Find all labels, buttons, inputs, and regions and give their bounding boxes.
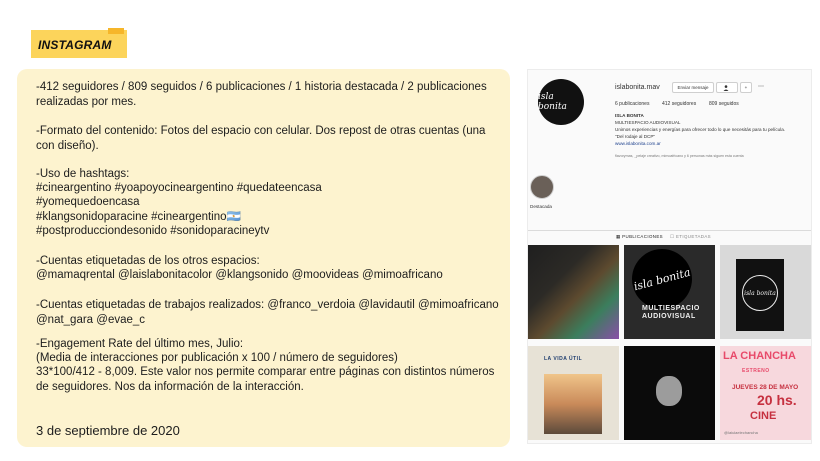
- post-card: [736, 259, 784, 331]
- send-message-button[interactable]: Enviar mensaje: [672, 82, 714, 93]
- tab-tagged[interactable]: ☐ ETIQUETADAS: [670, 234, 712, 239]
- notes-panel: [17, 69, 510, 447]
- tabs-divider: [528, 230, 811, 231]
- post-artwork: [544, 374, 602, 434]
- post-thumbnail[interactable]: [720, 245, 811, 339]
- person-check-icon: [723, 85, 731, 91]
- highlight-label: Destacada: [530, 204, 552, 209]
- post-caption: LA VIDA ÚTIL: [544, 356, 583, 362]
- more-button[interactable]: +: [740, 82, 752, 93]
- post-footer: @laiulaelechancha: [724, 430, 758, 435]
- section-title: INSTAGRAM: [38, 38, 112, 52]
- tag-corner: [108, 28, 124, 34]
- profile-avatar[interactable]: isla bonita: [538, 79, 584, 125]
- post-portrait: [656, 376, 682, 406]
- post-thumbnail[interactable]: [624, 245, 715, 339]
- post-thumbnail[interactable]: [528, 245, 619, 339]
- followers-count[interactable]: 412 seguidores: [662, 101, 697, 107]
- ellipsis-icon[interactable]: ⋯: [758, 84, 764, 90]
- report-date: 3 de septiembre de 2020: [36, 423, 180, 438]
- notes-engagement-formula: (Media de interacciones por publicación x 100 / número de seguidores): [36, 352, 398, 364]
- post-caption: MULTIESPACIO AUDIOVISUAL: [642, 305, 700, 320]
- profile-bio-2: "Del rodaje al DCP": [615, 134, 656, 139]
- profile-bio-1: Unimos experiencias y energías para ofrecer todo lo que necesitás para tu película.: [615, 127, 786, 132]
- notes-hashtags-2: #yomequedoencasa: [36, 196, 140, 208]
- following-count[interactable]: 809 seguidos: [709, 101, 739, 107]
- instagram-profile-screenshot: [527, 69, 812, 444]
- post-title: LA CHANCHA: [723, 350, 796, 362]
- notes-engagement-title: -Engagement Rate del último mes, Julio:: [36, 338, 244, 350]
- highlight-circle[interactable]: [530, 175, 554, 199]
- notes-hashtags-title: -Uso de hashtags:: [36, 168, 130, 180]
- profile-username: islabonita.mav: [615, 84, 660, 91]
- post-logo: isla bonita: [625, 245, 698, 316]
- post-subtitle: ESTRENO: [742, 368, 770, 374]
- post-logo: isla bonita: [742, 275, 778, 311]
- notes-format: -Formato del contenido: Fotos del espacio con celular. Dos repost de otras cuentas (una con diseño).: [36, 125, 486, 152]
- posts-count: 6 publicaciones: [615, 101, 650, 107]
- notes-tagged-spaces-title: -Cuentas etiquetadas de los otros espacios:: [36, 255, 260, 267]
- notes-hashtags-4: #postproducciondesonido #sonidoparacineytv: [36, 225, 270, 237]
- follow-status-button[interactable]: [716, 82, 738, 93]
- post-cine: CINE: [750, 410, 777, 422]
- post-date: JUEVES 28 DE MAYO: [732, 384, 799, 391]
- post-time: 20 hs.: [757, 392, 797, 408]
- profile-category: MULTIESPACIO AUDIOVISUAL: [615, 120, 681, 125]
- tab-posts[interactable]: ▦ PUBLICACIONES: [616, 234, 663, 239]
- notes-hashtags-1: #cineargentino #yoapoyocineargentino #quedateencasa: [36, 182, 322, 194]
- profile-website-link[interactable]: www.islabonita.com.ar: [615, 141, 661, 146]
- notes-tagged-spaces: @mamaqrental @laislabonitacolor @klangsonido @moovideas @mimoafricano: [36, 269, 443, 281]
- notes-stats: -412 seguidores / 809 seguidos / 6 publicaciones / 1 historia destacada / 2 publicaciones realizadas por mes.: [36, 81, 487, 108]
- post-thumbnail[interactable]: [528, 346, 619, 440]
- notes-tagged-works: -Cuentas etiquetadas de trabajos realizados: @franco_verdoia @lavidautil @mimoafricano @nat_gara @evae_c: [36, 299, 499, 326]
- post-thumbnail[interactable]: [720, 346, 811, 440]
- notes-hashtags-3: #klangsonidoparacine #cineargentino🇦🇷: [36, 211, 241, 223]
- post-thumbnail[interactable]: [624, 346, 715, 440]
- profile-name: ISLA BONITA: [615, 113, 644, 118]
- followed-by[interactable]: flavorymas, _pelaje creativo, mimoafricano y 6 personas más siguen esta cuenta: [615, 154, 744, 158]
- notes-engagement-calc: 33*100/412 - 8,009. Este valor nos permite comparar entre páginas con distintos números de seguidores. Nos da información de la interacción.: [36, 366, 495, 393]
